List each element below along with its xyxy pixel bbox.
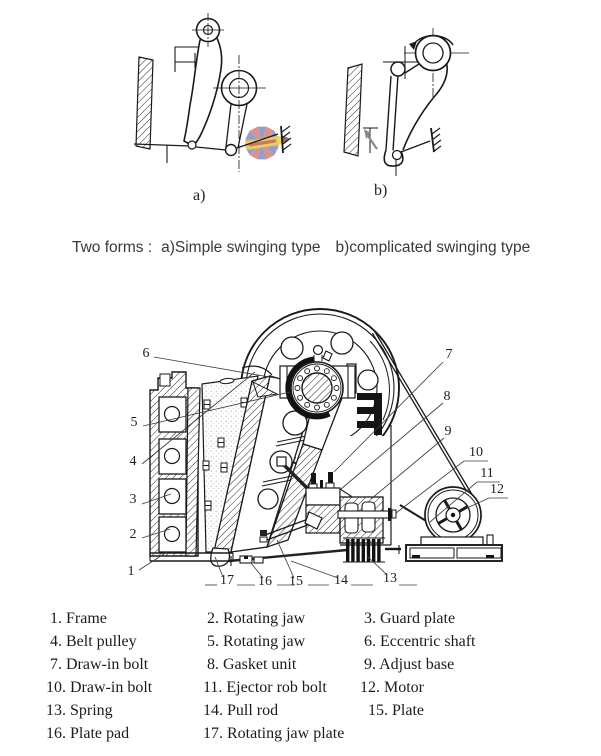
figure-b-label: b) [374, 182, 388, 199]
callout-9: 9 [444, 424, 452, 439]
callout-14: 14 [334, 573, 348, 588]
parts-item: 11. Ejector rob bolt [203, 679, 327, 696]
callout-15: 15 [289, 574, 303, 589]
motor-base [406, 535, 502, 561]
callout-6: 6 [142, 346, 150, 361]
callout-12: 12 [490, 482, 504, 497]
parts-item: 14. Pull rod [203, 702, 279, 719]
callout-7: 7 [445, 347, 453, 362]
parts-item: 2. Rotating jaw [203, 610, 306, 627]
motor-pulley [425, 487, 481, 543]
figure-b-ground [431, 128, 441, 152]
callout-11: 11 [480, 466, 494, 481]
parts-item: 5. Rotating jaw [203, 633, 306, 650]
callout-13: 13 [383, 571, 397, 586]
caption-item-b: b)complicated swinging type [335, 239, 531, 256]
parts-item: 1. Frame [46, 610, 107, 627]
figure-a-swing-arm [184, 36, 222, 146]
figure-caption [72, 239, 530, 257]
parts-item: 17. Rotating jaw plate [203, 725, 345, 742]
parts-item: 10. Draw-in bolt [46, 679, 153, 696]
callout-1: 1 [127, 564, 135, 579]
callout-2: 2 [129, 527, 137, 542]
callout-4: 4 [129, 454, 137, 469]
callout-10: 10 [469, 445, 483, 460]
parts-item: 7. Draw-in bolt [46, 656, 149, 673]
callout-8: 8 [443, 389, 451, 404]
parts-item: 4. Belt pulley [46, 633, 137, 650]
parts-item: 9. Adjust base [360, 656, 455, 673]
parts-item: 15. Plate [360, 702, 424, 719]
figure-a-label: a) [193, 187, 206, 204]
parts-item: 12. Motor [360, 679, 424, 696]
figure-b [344, 28, 469, 176]
callout-16: 16 [258, 574, 272, 589]
figure-b-wall [344, 64, 362, 156]
callout-5: 5 [130, 415, 138, 430]
parts-item: 6. Eccentric shaft [360, 633, 476, 650]
figure-b-swing-jaw [403, 60, 447, 150]
callout-17: 17 [220, 573, 234, 588]
caption-prefix: Two forms : [72, 239, 153, 256]
caption-item-a: a)Simple swinging type [161, 239, 321, 256]
parts-item: 16. Plate pad [46, 725, 130, 742]
parts-item: 3. Guard plate [360, 610, 456, 627]
main-diagram [139, 309, 508, 585]
figure-a [134, 13, 291, 172]
callout-3: 3 [129, 492, 137, 507]
springs [343, 538, 401, 562]
figure-b-eccentric [416, 36, 451, 71]
parts-item: 8. Gasket unit [203, 656, 297, 673]
figure-a-wall [136, 57, 153, 149]
parts-item: 13. Spring [46, 702, 113, 719]
